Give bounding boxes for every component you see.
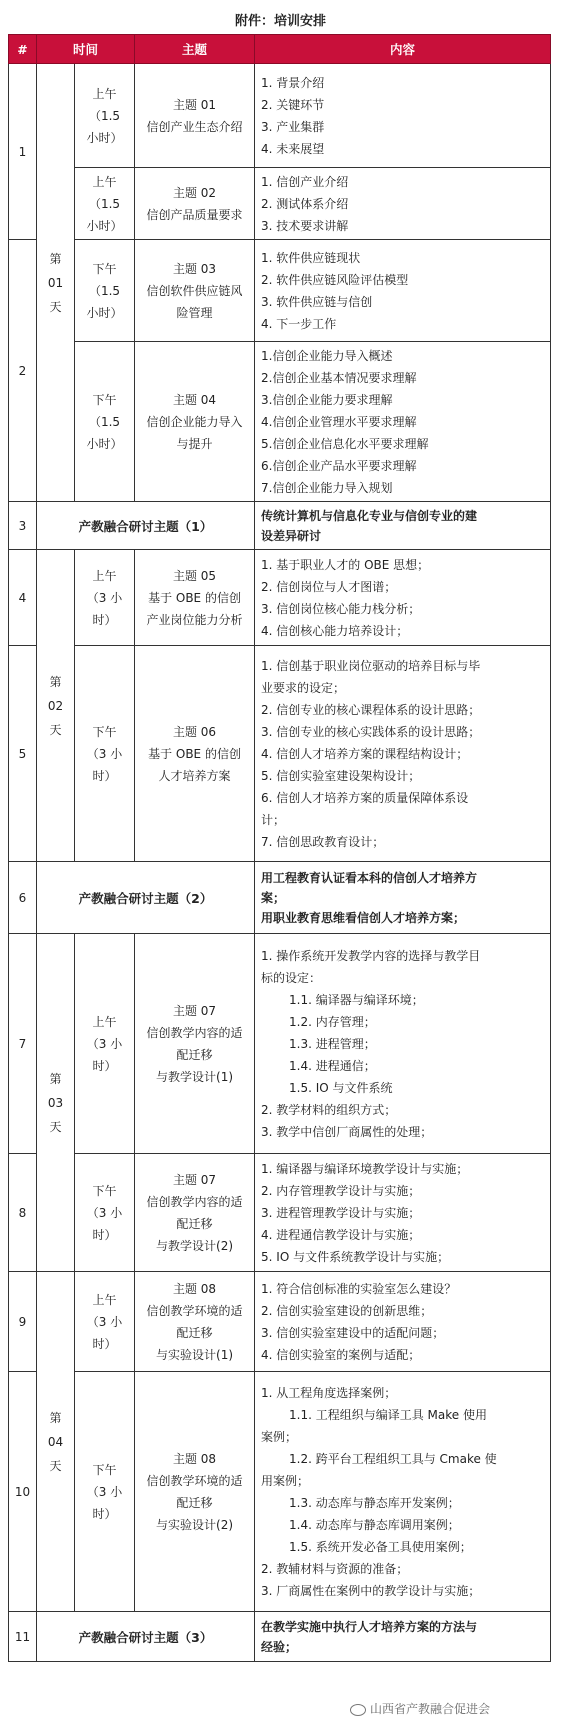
row-number: 2 xyxy=(9,240,37,502)
session-topic: 主题 05 基于 OBE 的信创 产业岗位能力分析 xyxy=(135,550,255,646)
session-time: 下午 （3 小 时） xyxy=(75,1154,135,1272)
row-number: 6 xyxy=(9,862,37,934)
session-time: 上午 （3 小 时） xyxy=(75,550,135,646)
seminar-label: 产教融合研讨主题（3） xyxy=(37,1612,255,1662)
session-time: 下午 （1.5 小时） xyxy=(75,342,135,502)
session-content: 1. 操作系统开发教学内容的选择与教学目 标的设定： 1.1. 编译器与编译环境； 1.2. 内存管理； 1.3. 进程管理； 1.4. 进程通信； 1.5. IO 与文件系统 2. 教学材料的组织方式； 3. 教学中信创厂商属性的处理； xyxy=(255,934,551,1154)
row-number: 9 xyxy=(9,1272,37,1372)
session-time: 上午 （3 小 时） xyxy=(75,934,135,1154)
seminar-content: 传统计算机与信息化专业与信创专业的建 设差异研讨 xyxy=(255,502,551,550)
session-topic: 主题 03 信创软件供应链风 险管理 xyxy=(135,240,255,342)
row-number: 4 xyxy=(9,550,37,646)
page-title: 附件：培训安排 xyxy=(234,14,326,29)
session-time: 下午 （3 小 时） xyxy=(75,1372,135,1612)
session-topic: 主题 02 信创产品质量要求 xyxy=(135,168,255,240)
table-row xyxy=(9,64,551,168)
session-content: 1. 信创产业介绍 2. 测试体系介绍 3. 技术要求讲解 xyxy=(255,168,551,240)
day-label: 第 03 天 xyxy=(37,934,75,1272)
seminar-label: 产教融合研讨主题（1） xyxy=(37,502,255,550)
session-time: 上午 （1.5 小时） xyxy=(75,168,135,240)
session-time: 下午 （3 小 时） xyxy=(75,646,135,862)
row-number: 11 xyxy=(9,1612,37,1662)
session-content: 1. 信创基于职业岗位驱动的培养目标与毕 业要求的设定； 2. 信创专业的核心课程体系的设计思路； 3. 信创专业的核心实践体系的设计思路； 4. 信创人才培养方案的课程结构设计； 5. 信创实验室建设架构设计； 6. 信创人才培养方案的质量保障体系设 计； 7. 信创思政教育设计； xyxy=(255,646,551,862)
table-row xyxy=(9,240,551,342)
session-time: 下午 （1.5 小时） xyxy=(75,240,135,342)
day-label: 第 02 天 xyxy=(37,550,75,862)
row-number: 5 xyxy=(9,646,37,862)
table-row xyxy=(9,646,551,862)
day-label: 第 01 天 xyxy=(37,64,75,502)
row-number: 1 xyxy=(9,64,37,240)
session-content: 1. 背景介绍 2. 关键环节 3. 产业集群 4. 未来展望 xyxy=(255,64,551,168)
table-row xyxy=(9,502,551,550)
table-row xyxy=(9,550,551,646)
header-time: 时间 xyxy=(37,35,135,64)
wechat-icon xyxy=(350,1704,366,1716)
header-topic: 主题 xyxy=(135,35,255,64)
session-content: 1. 编译器与编译环境教学设计与实施； 2. 内存管理教学设计与实施； 3. 进程管理教学设计与实施； 4. 进程通信教学设计与实施； 5. IO 与文件系统教学设计与实施； xyxy=(255,1154,551,1272)
session-topic: 主题 08 信创教学环境的适 配迁移 与实验设计(1) xyxy=(135,1272,255,1372)
table-row xyxy=(9,934,551,1154)
session-content: 1.信创企业能力导入概述 2.信创企业基本情况要求理解 3.信创企业能力要求理解 4.信创企业管理水平要求理解 5.信创企业信息化水平要求理解 6.信创企业产品水平要求理解 7.信创企业能力导入规划 xyxy=(255,342,551,502)
watermark-text: 山西省产教融合促进会 xyxy=(370,1702,491,1716)
header-row xyxy=(9,35,551,64)
table-row xyxy=(9,342,551,502)
table-row xyxy=(9,1154,551,1272)
session-topic: 主题 06 基于 OBE 的信创 人才培养方案 xyxy=(135,646,255,862)
session-time: 上午 （1.5 小时） xyxy=(75,64,135,168)
row-number: 8 xyxy=(9,1154,37,1272)
header-num: # xyxy=(9,35,37,64)
header-content: 内容 xyxy=(255,35,551,64)
session-content: 1. 软件供应链现状 2. 软件供应链风险评估模型 3. 软件供应链与信创 4. 下一步工作 xyxy=(255,240,551,342)
row-number: 3 xyxy=(9,502,37,550)
session-topic: 主题 07 信创教学内容的适 配迁移 与教学设计(1) xyxy=(135,934,255,1154)
session-content: 1. 符合信创标准的实验室怎么建设？ 2. 信创实验室建设的创新思维； 3. 信创实验室建设中的适配问题； 4. 信创实验室的案例与适配； xyxy=(255,1272,551,1372)
day-label: 第 04 天 xyxy=(37,1272,75,1612)
row-number: 7 xyxy=(9,934,37,1154)
table-row xyxy=(9,168,551,240)
table-row xyxy=(9,1372,551,1612)
table-row xyxy=(9,1272,551,1372)
session-topic: 主题 07 信创教学内容的适 配迁移 与教学设计(2) xyxy=(135,1154,255,1272)
session-content: 1. 基于职业人才的 OBE 思想； 2. 信创岗位与人才图谱； 3. 信创岗位核心能力栈分析； 4. 信创核心能力培养设计； xyxy=(255,550,551,646)
seminar-content: 用工程教育认证看本科的信创人才培养方 案； 用职业教育思维看信创人才培养方案； xyxy=(255,862,551,934)
session-topic: 主题 08 信创教学环境的适 配迁移 与实验设计(2) xyxy=(135,1372,255,1612)
session-time: 上午 （3 小 时） xyxy=(75,1272,135,1372)
row-number: 10 xyxy=(9,1372,37,1612)
session-topic: 主题 01 信创产业生态介绍 xyxy=(135,64,255,168)
session-topic: 主题 04 信创企业能力导入 与提升 xyxy=(135,342,255,502)
seminar-content: 在教学实施中执行人才培养方案的方法与 经验； xyxy=(255,1612,551,1662)
session-content: 1. 从工程角度选择案例； 1.1. 工程组织与编译工具 Make 使用 案例； 1.2. 跨平台工程组织工具与 Cmake 使 用案例； 1.3. 动态库与静态库开发案例； 1.4. 动态库与静态库调用案例； 1.5. 系统开发必备工具使用案例； 2. 教辅材料与资源的准备； 3. 厂商属性在案例中的教学设计与实施； xyxy=(255,1372,551,1612)
schedule-table xyxy=(8,34,551,1662)
table-row xyxy=(9,862,551,934)
watermark xyxy=(350,1700,490,1717)
table-row xyxy=(9,1612,551,1662)
seminar-label: 产教融合研讨主题（2） xyxy=(37,862,255,934)
